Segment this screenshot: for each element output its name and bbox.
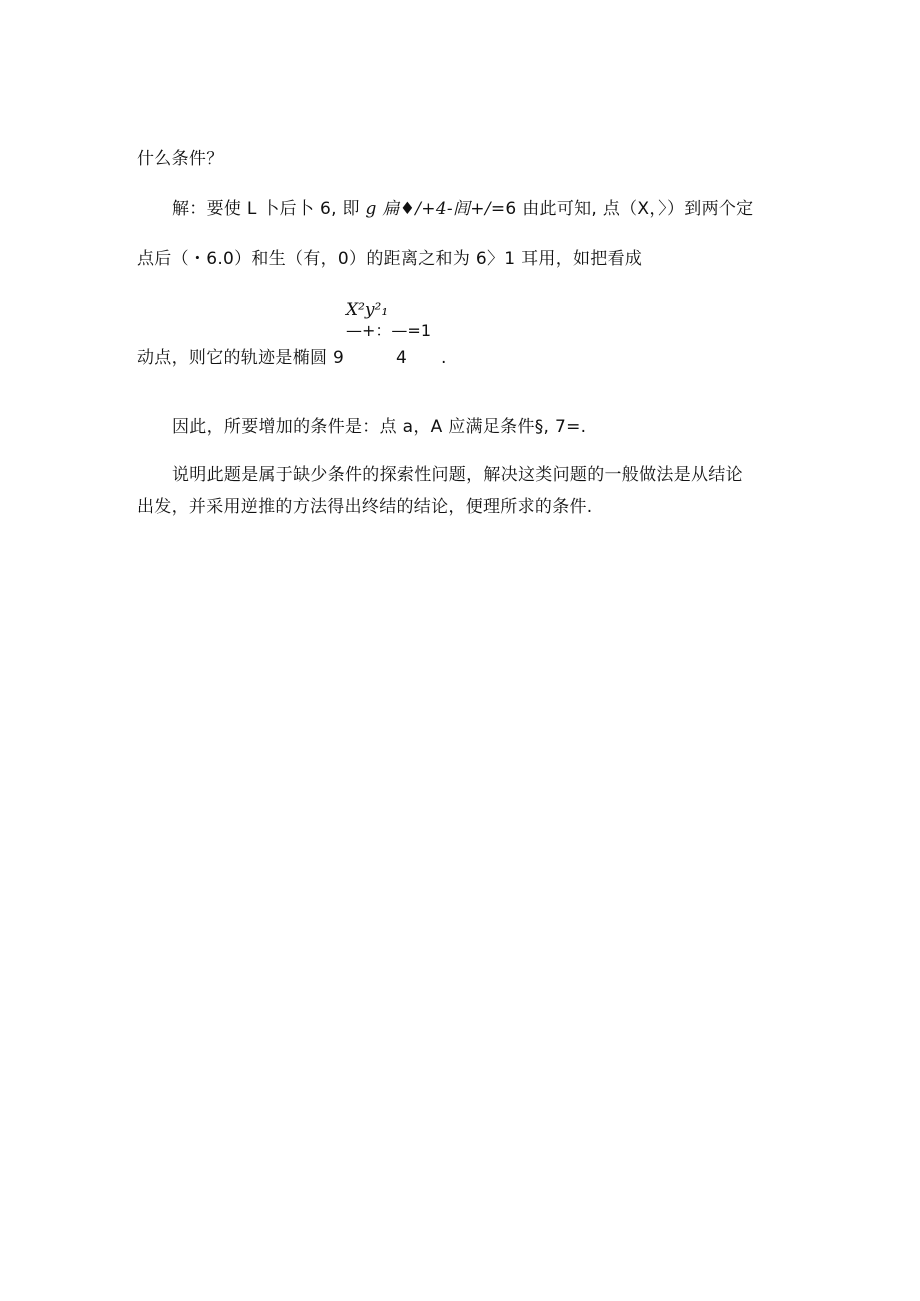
ellipse-denominator-b: 4: [396, 348, 408, 368]
ellipse-formula-numerators: X²y²₁: [346, 300, 389, 320]
text-line-4-period: .: [441, 348, 447, 368]
text-line-4: [137, 347, 344, 369]
ellipse-formula-bars: —+：—=1: [346, 321, 431, 340]
text-line-2: [172, 198, 753, 220]
text-line-7: 出发，并采用逆推的方法得出终结的结论，便理所求的条件.: [137, 497, 593, 517]
text-line-3: 点后（・6.0）和生（有，0）的距离之和为 6〉1 耳用，如把看成: [137, 249, 643, 269]
text-line-1: 什么条件？: [137, 149, 224, 169]
text-line-2-formula: g 扁♦/+4-闾+/: [365, 199, 491, 219]
text-line-6: 说明此题是属于缺少条件的探索性问题，解决这类问题的一般做法是从结论: [172, 465, 743, 485]
text-line-2-c: =6 由此可知, 点（X，〉）到两个定: [490, 199, 754, 219]
text-line-5: 因此，所要增加的条件是：点 a，A 应满足条件§, 7=.: [172, 417, 587, 437]
text-line-2-a: 解：要使 L 卜后卜 6, 即: [172, 199, 366, 219]
text-line-4-a: 动点，则它的轨迹是椭圆 9: [137, 348, 345, 368]
